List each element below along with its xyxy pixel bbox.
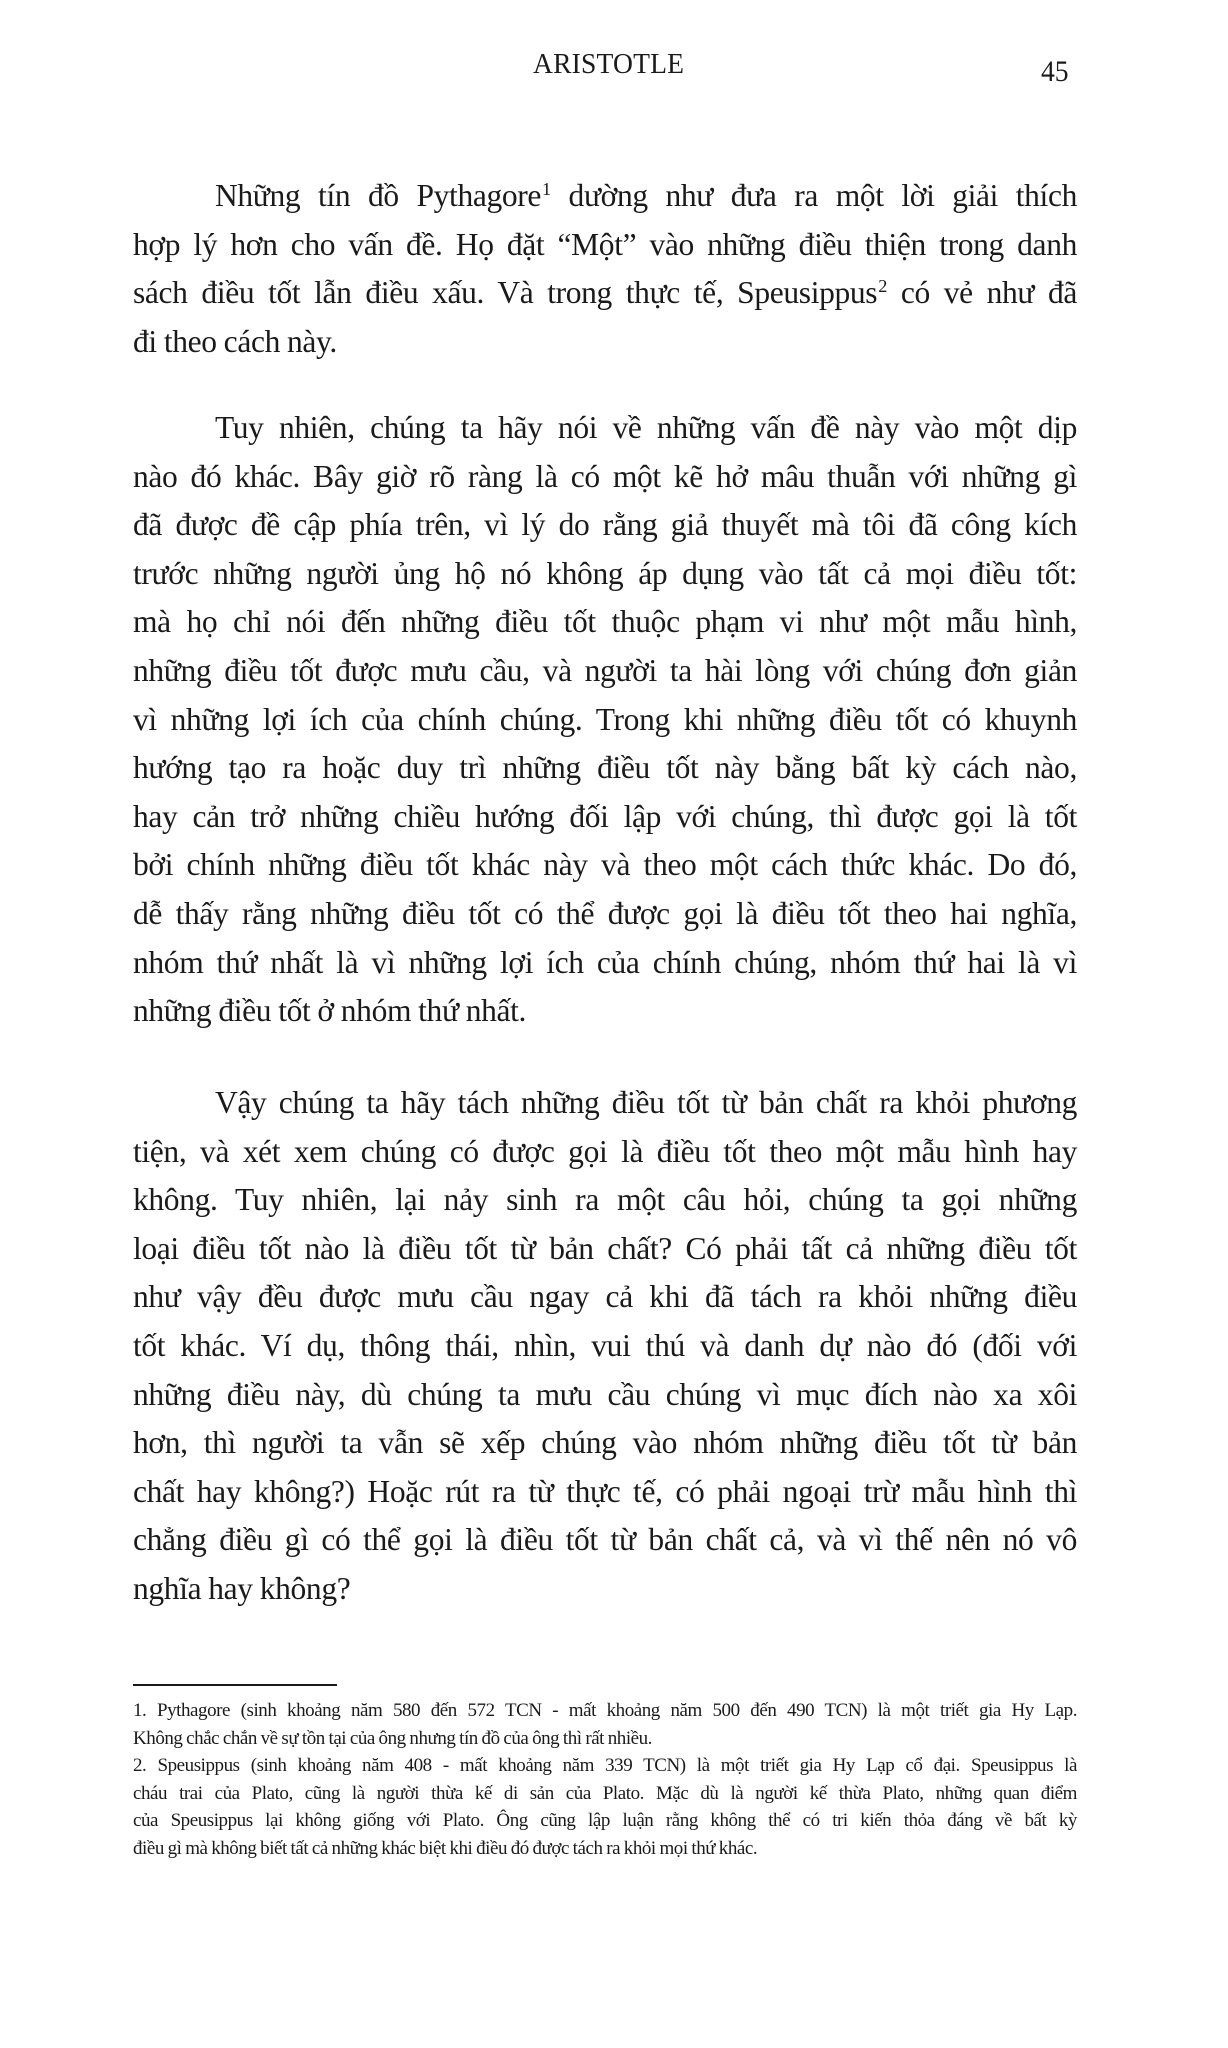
text-line: mà họ chỉ nói đến những điều tốt thuộc phạm vi như một mẫu hình, xyxy=(133,604,1077,640)
text-line: sách điều tốt lẫn điều xấu. Và trong thực tế, Speusippus$^2$ có vẻ như đã xyxy=(133,275,1078,311)
text-line: vì những lợi ích của chính chúng. Trong khi những điều tốt có khuynh xyxy=(133,701,1077,737)
footnote-reference[interactable]: 2 xyxy=(878,275,888,296)
text-line: đã được đề cập phía trên, vì lý do rằng giả thuyết mà tôi đã công kích xyxy=(133,507,1077,543)
paragraph-p1 xyxy=(133,172,1077,366)
footnote-line: 1. Pythagore (sinh khoảng năm 580 đến 572 TCN - mất khoảng năm 500 đến 490 TCN) là một triết gia Hy Lạp. xyxy=(133,1700,1077,1721)
footnotes xyxy=(133,1697,1077,1863)
text-line: những điều này, dù chúng ta mưu cầu chúng vì mục đích nào xa xôi xyxy=(133,1376,1077,1412)
text-line: chẳng điều gì có thể gọi là điều tốt từ bản chất cả, và vì thế nên nó vô xyxy=(133,1522,1077,1558)
text-line: Vậy chúng ta hãy tách những điều tốt từ bản chất ra khỏi phương xyxy=(215,1085,1077,1120)
text-line: đi theo cách này. xyxy=(133,323,337,359)
text-line: bởi chính những điều tốt khác này và theo một cách thức khác. Do đó, xyxy=(133,847,1077,883)
text-line: tốt khác. Ví dụ, thông thái, nhìn, vui thú và danh dự nào đó (đối với xyxy=(133,1327,1077,1363)
footnote-2 xyxy=(133,1752,1077,1862)
text-line: những điều tốt được mưu cầu, và người ta hài lòng với chúng đơn giản xyxy=(133,652,1077,688)
text-line: chất hay không?) Hoặc rút ra từ thực tế, có phải ngoại trừ mẫu hình thì xyxy=(133,1473,1077,1509)
footnote-line: Không chắc chắn về sự tồn tại của ông nhưng tín đồ của ông thì rất nhiều. xyxy=(133,1727,652,1749)
text-line: tiện, và xét xem chúng có được gọi là điều tốt theo một mẫu hình hay xyxy=(133,1133,1077,1169)
text-line: nào đó khác. Bây giờ rõ ràng là có một kẽ hở mâu thuẫn với những gì xyxy=(133,458,1077,494)
text-line: loại điều tốt nào là điều tốt từ bản chất? Có phải tất cả những điều tốt xyxy=(133,1230,1077,1266)
text-line: hơn, thì người ta vẫn sẽ xếp chúng vào nhóm những điều tốt từ bản xyxy=(133,1425,1077,1461)
text-line: những điều tốt ở nhóm thứ nhất. xyxy=(133,993,527,1029)
page-number: 45 xyxy=(1041,55,1069,88)
footnote-separator xyxy=(133,1684,337,1686)
text-line: hướng tạo ra hoặc duy trì những điều tốt này bằng bất kỳ cách nào, xyxy=(133,750,1077,786)
text-line: hay cản trở những chiều hướng đối lập với chúng, thì được gọi là tốt xyxy=(133,798,1077,834)
paragraph-p2 xyxy=(133,404,1077,1036)
text-line: trước những người ủng hộ nó không áp dụng vào tất cả mọi điều tốt: xyxy=(133,555,1077,591)
paragraph-p3 xyxy=(133,1079,1077,1614)
footnote-1 xyxy=(133,1697,1077,1752)
text-line: Tuy nhiên, chúng ta hãy nói về những vấn đề này vào một dịp xyxy=(215,410,1077,445)
text-line: hợp lý hơn cho vấn đề. Họ đặt “Một” vào những điều thiện trong danh xyxy=(133,226,1077,262)
text-line: dễ thấy rằng những điều tốt có thể được gọi là điều tốt theo hai nghĩa, xyxy=(133,895,1077,931)
footnote-reference[interactable]: 1 xyxy=(542,178,551,199)
footnote-line: cháu trai của Plato, cũng là người thừa kế di sản của Plato. Mặc dù là người kế thừa Plato, những quan điểm xyxy=(133,1782,1077,1804)
text-line: nhóm thứ nhất là vì những lợi ích của chính chúng, nhóm thứ hai là vì xyxy=(133,944,1077,980)
footnote-line: 2. Speusippus (sinh khoảng năm 408 - mất khoảng năm 339 TCN) là một triết gia Hy Lạp cổ đại. Speusippus là xyxy=(133,1755,1077,1777)
footnote-line: điều gì mà không biết tất cả những khác biệt khi điều đó được tách ra khỏi mọi thứ khác. xyxy=(133,1837,758,1859)
footnote-line: của Speusippus lại không giống với Plato. Ông cũng lập luận rằng không thể có tri kiến thỏa đáng về bất kỳ xyxy=(133,1810,1077,1832)
running-head-title: ARISTOTLE xyxy=(533,48,685,80)
text-line: Những tín đồ Pythagore$^1$ dường như đưa ra một lời giải thích xyxy=(215,178,1077,213)
text-line: nghĩa hay không? xyxy=(133,1570,351,1606)
text-line: như vậy đều được mưu cầu ngay cả khi đã tách ra khỏi những điều xyxy=(133,1279,1077,1315)
text-line: không. Tuy nhiên, lại nảy sinh ra một câu hỏi, chúng ta gọi những xyxy=(133,1182,1077,1218)
